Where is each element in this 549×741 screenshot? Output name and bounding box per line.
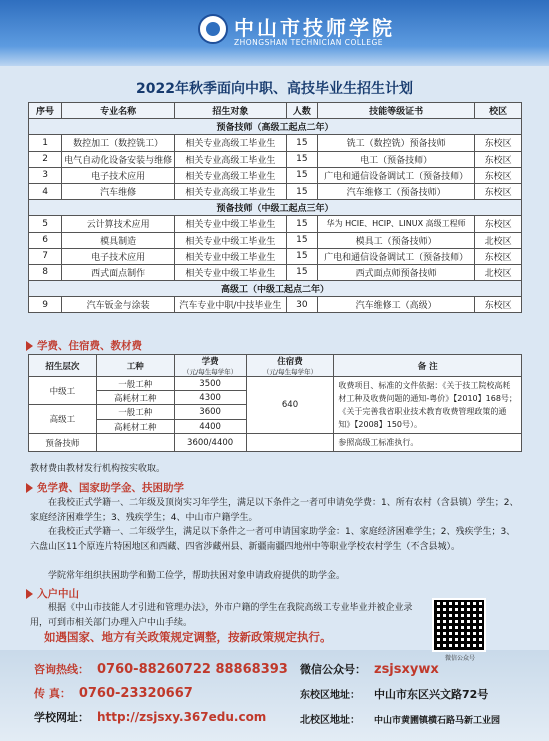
plan-cell: 北校区 [475,264,522,280]
plan-cell: 东校区 [475,297,522,313]
table-row [29,216,522,232]
plan-cell: 15 [286,264,317,280]
fee-tuition: 3600/4400 [174,434,246,452]
fees-table [28,354,522,452]
fee-note: 收费项目、标准的文件依据：《关于技工院校高耗材工种及收费问题的通知-粤价》【2010】168号；《关于完善我省职业技术教育收费管理政策的通知》【2008】150号）。 [334,377,522,434]
plan-cell: 西式面点师预备技师 [317,264,474,280]
plan-cell: 汽车维修工（高级） [317,297,474,313]
plan-cell: 西式面点制作 [62,264,175,280]
arrow-icon [26,589,33,599]
plan-cell: 模具制造 [62,232,175,248]
table-row [29,167,522,183]
fee-type: 一般工种 [96,405,174,420]
plan-cell: 5 [29,216,62,232]
plan-cell: 相关专业高级工毕业生 [175,151,287,167]
plan-cell: 汽车维修工（预备技师） [317,183,474,199]
fee-lodging-empty [246,434,334,452]
aid-paragraph-1: 在我校正式学籍一、二年级及顶岗实习年学生，满足以下条件之一者可申请免学费：1、所有农村（含县镇）学生；2、家庭经济困难学生；3、残疾学生；4、中山市户籍学生。 [30,498,519,523]
table-row [29,248,522,264]
table-row [29,264,522,280]
fees-section-heading [26,338,142,353]
plan-cell: 东校区 [475,216,522,232]
fee-header-level: 招生层次 [29,355,97,377]
wechat-row [300,661,439,677]
east-address-row [300,686,488,702]
plan-cell: 汽车维修 [62,183,175,199]
plan-cell: 2 [29,151,62,167]
arrow-icon [26,483,33,493]
plan-header-cell: 校区 [475,103,522,119]
fee-tuition: 3500 [174,377,246,391]
plan-cell: 15 [286,135,317,151]
plan-cell: 东校区 [475,151,522,167]
plan-cell: 数控加工（数控铣工） [62,135,175,151]
website-link[interactable]: http://zsjsxy.367edu.com [97,710,267,724]
fee-lodging: 640 [246,377,334,434]
header-banner [0,0,549,66]
aid-paragraph-3: 学院常年组织扶困助学和勤工俭学，帮助扶困对象申请政府提供的助学金。 [48,571,346,581]
hotline-label: 咨询热线： [34,663,89,676]
plan-cell: 华为 HCIE、HCIP、LINUX 高级工程师 [317,216,474,232]
plan-cell: 15 [286,248,317,264]
fax-label: 传 真： [34,687,71,700]
fee-level: 预备技师 [29,434,97,452]
plan-cell: 电工（预备技师） [317,151,474,167]
fee-header-lodging: 住宿费 （元/每生每学年） [246,355,334,377]
page-title: 2022年秋季面向中职、高技毕业生招生计划 [136,81,413,97]
plan-cell: 15 [286,232,317,248]
plan-cell: 9 [29,297,62,313]
fee-header-note: 备 注 [334,355,522,377]
table-row [29,135,522,151]
plan-cell: 30 [286,297,317,313]
hotline-value: 0760-88260722 88868393 [97,662,288,677]
wechat-qr-code [432,598,486,652]
plan-cell: 东校区 [475,135,522,151]
plan-cell: 电子技术应用 [62,248,175,264]
plan-cell: 东校区 [475,248,522,264]
fee-tuition: 4400 [174,420,246,434]
website-row [34,709,266,725]
school-name-en: ZHONGSHAN TECHNICIAN COLLEGE [234,38,384,47]
textbook-note: 教材费由教材发行机构按实收取。 [30,464,166,474]
table-row [29,151,522,167]
fax-value: 0760-23320667 [78,686,193,701]
north-address-label: 北校区地址： [300,715,360,726]
wechat-value: zsjsxywx [374,662,439,677]
fee-header-tuition: 学费 （元/每生每学年） [174,355,246,377]
plan-cell: 汽车专业中职/中技毕业生 [175,297,287,313]
plan-cell: 东校区 [475,167,522,183]
fax-row [34,685,193,701]
plan-cell: 广电和通信设备调试工（预备技师） [317,167,474,183]
plan-header-cell: 技能等级证书 [317,103,474,119]
aid-paragraph-2: 在我校正式学籍一、二年级学生，满足以下条件之一者可申请国家助学金：1、家庭经济困难学生；2、残疾学生；3、六盘山区11个原连片特困地区和西藏、四省涉藏州县、新疆南疆四地州中等职业学校农村学生（不含县城）。 [30,527,516,552]
arrow-icon [26,341,33,351]
plan-section-row [29,200,522,216]
plan-cell: 相关专业高级工毕业生 [175,135,287,151]
hukou-paragraph: 根据《中山市技能人才引进和管理办法》，外市户籍的学生在我院高级工专业毕业并被企业录用，可到市相关部门办理入户中山手续。 [30,603,413,628]
plan-section-row [29,119,522,135]
fee-tuition: 3600 [174,405,246,420]
plan-section-row [29,281,522,297]
plan-cell: 4 [29,183,62,199]
plan-header-cell: 序号 [29,103,62,119]
plan-cell: 云计算技术应用 [62,216,175,232]
fee-header-type: 工种 [96,355,174,377]
plan-cell: 1 [29,135,62,151]
plan-section-title: 预备技师（中级工起点三年） [29,200,522,216]
plan-section-title: 预备技师（高级工起点二年） [29,119,522,135]
hukou-section-heading [26,586,79,601]
table-row [29,297,522,313]
plan-cell: 相关专业高级工毕业生 [175,183,287,199]
website-label: 学校网址： [34,711,89,724]
plan-header-cell: 招生对象 [175,103,287,119]
policy-notice: 如遇国家、地方有关政策规定调整，按新政策规定执行。 [44,630,332,644]
plan-cell: 7 [29,248,62,264]
plan-cell: 电气自动化设备安装与维修 [62,151,175,167]
plan-header-cell: 专业名称 [62,103,175,119]
plan-cell: 15 [286,167,317,183]
plan-section-title: 高级工（中级工起点二年） [29,281,522,297]
school-logo-icon [198,14,228,44]
plan-cell: 8 [29,264,62,280]
qr-label: 微信公众号 [444,655,475,662]
fee-tuition: 4300 [174,391,246,405]
plan-cell: 汽车钣金与涂装 [62,297,175,313]
plan-cell: 东校区 [475,183,522,199]
aid-section-title: 免学费、国家助学金、扶困助学 [37,482,184,494]
plan-cell: 相关专业中级工毕业生 [175,216,287,232]
plan-cell: 铣工（数控铣）预备技师 [317,135,474,151]
fees-section-title: 学费、住宿费、教材费 [37,340,142,352]
plan-cell: 15 [286,216,317,232]
east-address-label: 东校区地址： [300,690,360,701]
hotline-row [34,661,288,677]
enrollment-plan-table [28,102,522,313]
plan-cell: 6 [29,232,62,248]
plan-cell: 15 [286,183,317,199]
hukou-section-title: 入户中山 [37,588,79,600]
plan-cell: 15 [286,151,317,167]
plan-cell: 相关专业高级工毕业生 [175,167,287,183]
fee-type: 高耗材工种 [96,420,174,434]
fee-level: 高级工 [29,405,97,434]
fee-level: 中级工 [29,377,97,405]
plan-cell: 3 [29,167,62,183]
plan-cell: 模具工（预备技师） [317,232,474,248]
plan-cell: 相关专业中级工毕业生 [175,232,287,248]
north-address-value: 中山市黄圃镇横石路马新工业园 [374,716,501,726]
plan-cell: 广电和通信设备调试工（预备技师） [317,248,474,264]
plan-cell: 相关专业中级工毕业生 [175,248,287,264]
fee-note-2: 参照高级工标准执行。 [334,434,522,452]
plan-cell: 电子技术应用 [62,167,175,183]
fee-type: 一般工种 [96,377,174,391]
plan-cell: 北校区 [475,232,522,248]
fee-type: 高耗材工种 [96,391,174,405]
aid-section-heading [26,480,184,495]
plan-cell: 相关专业中级工毕业生 [175,264,287,280]
table-row [29,183,522,199]
north-address-row [300,711,500,726]
table-row [29,232,522,248]
fee-type [96,434,174,452]
school-name-cn: 中山市技师学院 [234,16,395,40]
plan-header-cell: 人数 [286,103,317,119]
plan-header-row [29,103,522,119]
wechat-label: 微信公众号： [300,663,366,676]
east-address-value: 中山市东区兴文路72号 [374,688,489,701]
